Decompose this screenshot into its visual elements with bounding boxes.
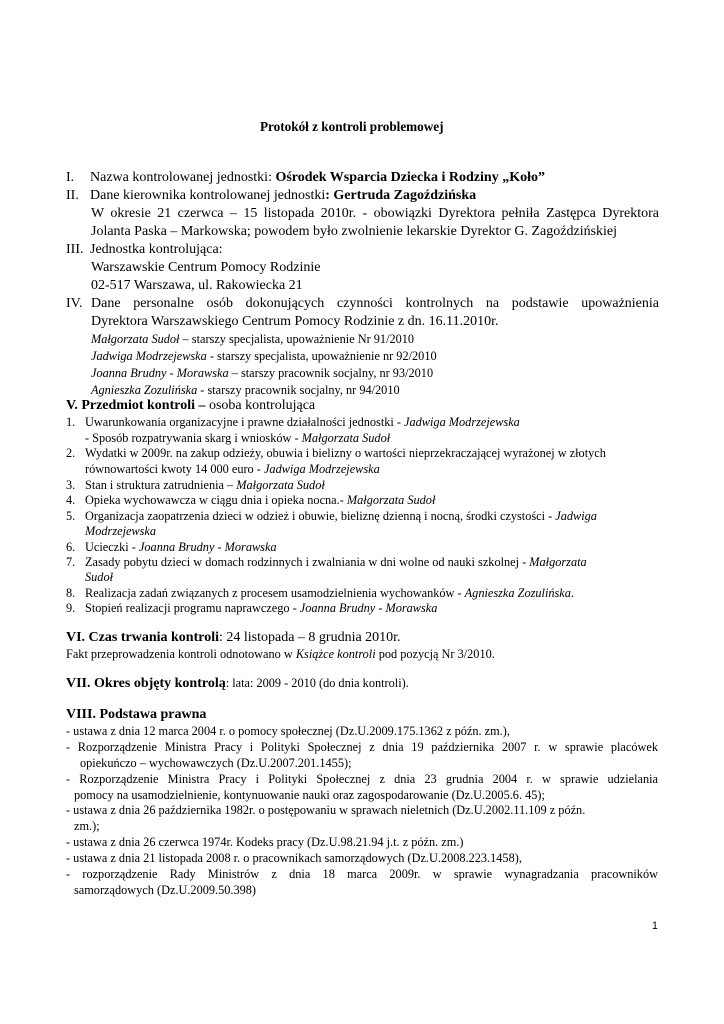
item-inspector: Agnieszka Zozulińska: [464, 586, 571, 600]
item-inspector: Joanna Brudny - Morawska: [299, 601, 438, 615]
item-inspector: Małgorzata Sudoł: [301, 431, 391, 445]
section-7-value: : lata: 2009 - 2010 (do dnia kontroli).: [225, 676, 409, 690]
item-text: Uwarunkowania organizacyjne i prawne działalności jednostki -: [85, 415, 405, 429]
section-1-number: I.: [66, 170, 75, 185]
subject-item-8: [85, 587, 574, 599]
item-inspector: Małgorzata Sudoł: [236, 478, 325, 492]
item-number: 5.: [66, 509, 76, 523]
item-number: 9.: [66, 601, 76, 615]
section-5-label-rest: osoba kontrolująca: [205, 398, 316, 413]
inspector-role: - starszy specjalista, upoważnienie nr 92/2010: [206, 349, 437, 363]
item-text: Ucieczki -: [85, 540, 139, 554]
item-number: 3.: [66, 478, 76, 492]
section-4-text-2: Dyrektora Warszawskiego Centrum Pomocy Rodzinie z dn. 16.11.2010r.: [91, 314, 499, 329]
section-4-number: IV.: [66, 296, 83, 311]
subject-item-3: [85, 479, 325, 491]
legal-basis-line: - ustawa z dnia 26 października 1982r. o postępowaniu w sprawach nieletnich (Dz.U.2002.11.109 z późn.: [66, 803, 586, 817]
item-text: .: [570, 586, 574, 600]
legal-basis-line: pomocy na usamodzielnienie, kontynuowanie nauki oraz zagospodarowanie (Dz.U.2005.6. 45);: [74, 788, 545, 802]
inspector-row: [91, 333, 414, 345]
item-inspector: Małgorzata: [529, 555, 587, 569]
inspector-name: Jadwiga Modrzejewska: [91, 349, 207, 363]
inspector-name: Agnieszka Zozulińska: [91, 383, 198, 397]
subject-item-1b: [85, 432, 390, 444]
note-text: pod pozycją Nr 3/2010.: [375, 647, 495, 661]
item-inspector: Jadwiga: [555, 509, 597, 523]
item-text: Opieka wychowawcza w ciągu dnia i opieka nocna.-: [85, 493, 347, 507]
item-number: 8.: [66, 586, 76, 600]
subject-item-6: [85, 541, 277, 553]
item-number: 1.: [66, 415, 76, 429]
subject-item-7-line-2: Sudoł: [85, 570, 114, 584]
item-text: Stan i struktura zatrudnienia –: [85, 478, 237, 492]
section-5-number: V: [66, 398, 75, 413]
legal-basis-line: zm.);: [74, 819, 100, 833]
section-1-value: Ośrodek Wsparcia Dziecka i Rodziny „Koło”: [275, 170, 545, 185]
legal-basis-line: opiekuńczo – wychowawczych (Dz.U.2007.201.1455);: [80, 756, 352, 770]
note-book-title: Książce kontroli: [295, 647, 376, 661]
subject-item-4: [85, 494, 435, 506]
item-inspector: Małgorzata Sudoł: [346, 493, 436, 507]
item-text: - Sposób rozpatrywania skarg i wniosków -: [85, 431, 302, 445]
section-2-text-1: W okresie 21 czerwca – 15 listopada 2010r. - obowiązki Dyrektora pełniła Zastępca Dyrektora: [91, 206, 659, 221]
item-number: 4.: [66, 493, 76, 507]
item-inspector: Joanna Brudny - Morawska: [138, 540, 277, 554]
inspector-role: - starszy pracownik socjalny, nr 94/2010: [197, 383, 400, 397]
item-text: Zasady pobytu dzieci w domach rodzinnych i zwalniania w dni wolne od nauki szkolnej -: [85, 555, 530, 569]
subject-item-7-line-1: [85, 556, 587, 568]
note-text: Fakt przeprowadzenia kontroli odnotowano w: [66, 647, 296, 661]
item-text: Realizacja zadań związanych z procesem usamodzielnienia wychowanków -: [85, 586, 465, 600]
section-4-text-1: Dane personalne osób dokonujących czynności kontrolnych na podstawie upoważnienia: [91, 296, 659, 311]
item-number: 7.: [66, 555, 76, 569]
legal-basis-line: - Rozporządzenie Ministra Pracy i Polityki Społecznej z dnia 23 grudnia 2004 r. w sprawie udzielania: [66, 772, 658, 786]
section-5-heading: [66, 399, 315, 413]
inspector-name: Joanna Brudny - Morawska: [91, 366, 229, 380]
section-7-label-b: . Okres objęty kontrolą: [87, 676, 226, 691]
section-7-label-a: VII: [66, 676, 88, 691]
item-number: 6.: [66, 540, 76, 554]
page-number: 1: [652, 920, 658, 932]
legal-basis-line: - ustawa z dnia 21 listopada 2008 r. o pracownikach samorządowych (Dz.U.2008.223.1458),: [66, 851, 522, 865]
subject-item-1: [85, 416, 520, 428]
section-3-institution: Warszawskie Centrum Pomocy Rodzinie: [91, 260, 321, 275]
subject-item-5-line-2: Modrzejewska: [85, 524, 157, 538]
section-3-label: Jednostka kontrolująca:: [90, 242, 223, 257]
subject-item-2-line-2: [85, 463, 380, 475]
inspector-row: [91, 350, 437, 362]
legal-basis-line: samorządowych (Dz.U.2009.50.398): [74, 883, 257, 897]
section-6-label: VI. Czas trwania kontroli: [66, 630, 219, 645]
section-2-label: Dane kierownika kontrolowanej jednostki: [90, 188, 326, 203]
section-6-value: : 24 listopada – 8 grudnia 2010r.: [218, 630, 401, 645]
item-text: Organizacja zaopatrzenia dzieci w odzież i obuwie, bieliznę dzienną i nocną, środki czystości -: [85, 509, 556, 523]
legal-basis-line: - rozporządzenie Rady Ministrów z dnia 18 marca 2009r. w sprawie wynagradzania pracowników: [66, 867, 658, 881]
section-3-number: III.: [66, 242, 84, 257]
item-text: Stopień realizacji programu naprawczego -: [85, 601, 300, 615]
item-text: równowartości kwoty 14 000 euro -: [85, 462, 264, 476]
document-title: Protokół z kontroli problemowej: [260, 119, 444, 134]
inspector-row: [91, 367, 433, 379]
section-2-line: [90, 189, 476, 203]
section-3-address: 02-517 Warszawa, ul. Rakowiecka 21: [91, 278, 303, 293]
inspector-role: – starszy specjalista, upoważnienie Nr 91/2010: [179, 332, 415, 346]
section-6-note: [66, 648, 495, 660]
inspector-role: – starszy pracownik socjalny, nr 93/2010: [228, 366, 434, 380]
subject-item-2-line-1: Wydatki w 2009r. na zakup odzieży, obuwia i bielizny o wartości nieprzekraczającej wyrażonej w złotych: [85, 446, 606, 460]
section-1-label: Nazwa kontrolowanej jednostki:: [90, 170, 276, 185]
legal-basis-line: - ustawa z dnia 12 marca 2004 r. o pomocy społecznej (Dz.U.2009.175.1362 z późn. zm.),: [66, 724, 510, 738]
subject-item-5-line-1: [85, 510, 597, 522]
section-2-text-2: Jolanta Paska – Markowska; powodem było zwolnienie lekarskie Dyrektor G. Zagoździńskiej: [91, 224, 618, 239]
section-1-line: [90, 171, 545, 185]
inspector-name: Małgorzata Sudoł: [91, 332, 180, 346]
section-7-heading: [66, 677, 409, 691]
legal-basis-line: - Rozporządzenie Ministra Pracy i Polityki Społecznej z dnia 19 października 2007 r. w sprawie placówek: [66, 740, 658, 754]
item-inspector: Jadwiga Modrzejewska: [404, 415, 520, 429]
section-8-heading: VIII. Podstawa prawna: [66, 707, 207, 722]
item-inspector: Jadwiga Modrzejewska: [263, 462, 380, 476]
section-2-value: : Gertruda Zagoździńska: [325, 188, 477, 203]
section-5-label: . Przedmiot kontroli –: [74, 398, 206, 413]
legal-basis-line: - ustawa z dnia 26 czerwca 1974r. Kodeks pracy (Dz.U.98.21.94 j.t. z późn. zm.): [66, 835, 464, 849]
inspector-row: [91, 384, 400, 396]
section-6-heading: [66, 631, 401, 645]
subject-item-9: [85, 602, 437, 614]
item-number: 2.: [66, 446, 76, 460]
section-2-number: II.: [66, 188, 79, 203]
